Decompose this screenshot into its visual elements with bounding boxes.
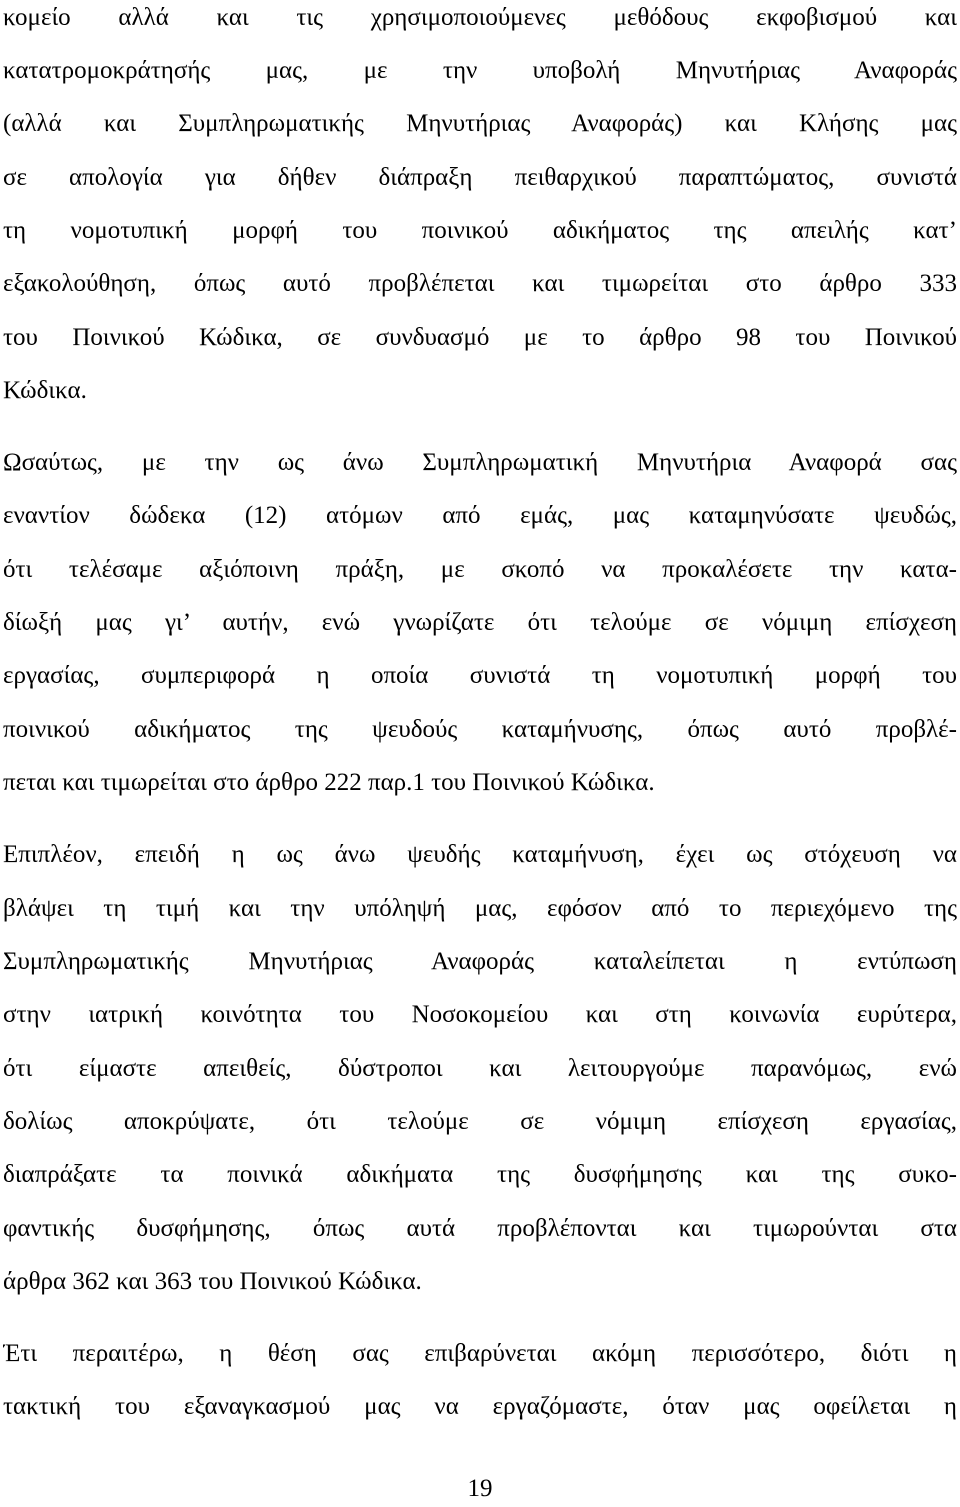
text-line: κομείο αλλά και τις χρησιμοποιούμενες μεθόδους εκφοβισμού και: [3, 4, 957, 31]
text-line: δολίως αποκρύψατε, ότι τελούμε σε νόμιμη επίσχεση εργασίας,: [3, 1108, 957, 1135]
text-line: κατατρομοκράτησής μας, με την υποβολή Μηνυτήριας Αναφοράς: [3, 57, 957, 84]
text-line: του Ποινικού Κώδικα, σε συνδυασμό με το άρθρο 98 του Ποινικού: [3, 324, 957, 351]
text-line: σε απολογία για δήθεν διάπραξη πειθαρχικού παραπτώματος, συνιστά: [3, 164, 957, 191]
text-line: Κώδικα.: [3, 377, 87, 404]
text-line: φαντικής δυσφήμησης, όπως αυτά προβλέπονται και τιμωρούνται στα: [3, 1215, 957, 1242]
text-line: πεται και τιμωρείται στο άρθρο 222 παρ.1 του Ποινικού Κώδικα.: [3, 769, 655, 796]
text-line: ότι τελέσαμε αξιόποινη πράξη, με σκοπό να προκαλέσετε την κατα-: [3, 556, 957, 583]
text-line: ποινικού αδικήματος της ψευδούς καταμήνυσης, όπως αυτό προβλέ-: [3, 716, 957, 743]
text-line: βλάψει τη τιμή και την υπόληψή μας, εφόσον από το περιεχόμενο της: [3, 895, 957, 922]
text-line: διαπράξατε τα ποινικά αδικήματα της δυσφήμησης και της συκο-: [3, 1161, 957, 1188]
text-line: (αλλά και Συμπληρωματικής Μηνυτήριας Αναφοράς) και Κλήσης μας: [3, 110, 957, 137]
text-line: Ωσαύτως, με την ως άνω Συμπληρωματική Μηνυτήρια Αναφορά σας: [3, 449, 957, 476]
text-line: εναντίον δώδεκα (12) ατόμων από εμάς, μας καταμηνύσατε ψευδώς,: [3, 502, 957, 529]
text-line: τη νομοτυπική μορφή του ποινικού αδικήματος της απειλής κατ’: [3, 217, 957, 244]
text-line: εξακολούθηση, όπως αυτό προβλέπεται και τιμωρείται στο άρθρο 333: [3, 270, 957, 297]
text-line: δίωξή μας γι’ αυτήν, ενώ γνωρίζατε ότι τελούμε σε νόμιμη επίσχεση: [3, 609, 957, 636]
page-number: 19: [467, 1475, 493, 1502]
text-line: Επιπλέον, επειδή η ως άνω ψευδής καταμήνυση, έχει ως στόχευση να: [3, 841, 957, 868]
text-line: ότι είμαστε απειθείς, δύστροποι και λειτουργούμε παρανόμως, ενώ: [3, 1055, 957, 1082]
text-line: άρθρα 362 και 363 του Ποινικού Κώδικα.: [3, 1268, 422, 1295]
text-line: Έτι περαιτέρω, η θέση σας επιβαρύνεται ακόμη περισσότερο, διότι η: [3, 1340, 957, 1367]
text-line: τακτική του εξαναγκασμού μας να εργαζόμαστε, όταν μας οφείλεται η: [3, 1393, 957, 1420]
text-line: Συμπληρωματικής Μηνυτήριας Αναφοράς καταλείπεται η εντύπωση: [3, 948, 957, 975]
text-line: εργασίας, συμπεριφορά η οποία συνιστά τη νομοτυπική μορφή του: [3, 662, 957, 689]
text-line: στην ιατρική κοινότητα του Νοσοκομείου και στη κοινωνία ευρύτερα,: [3, 1001, 957, 1028]
